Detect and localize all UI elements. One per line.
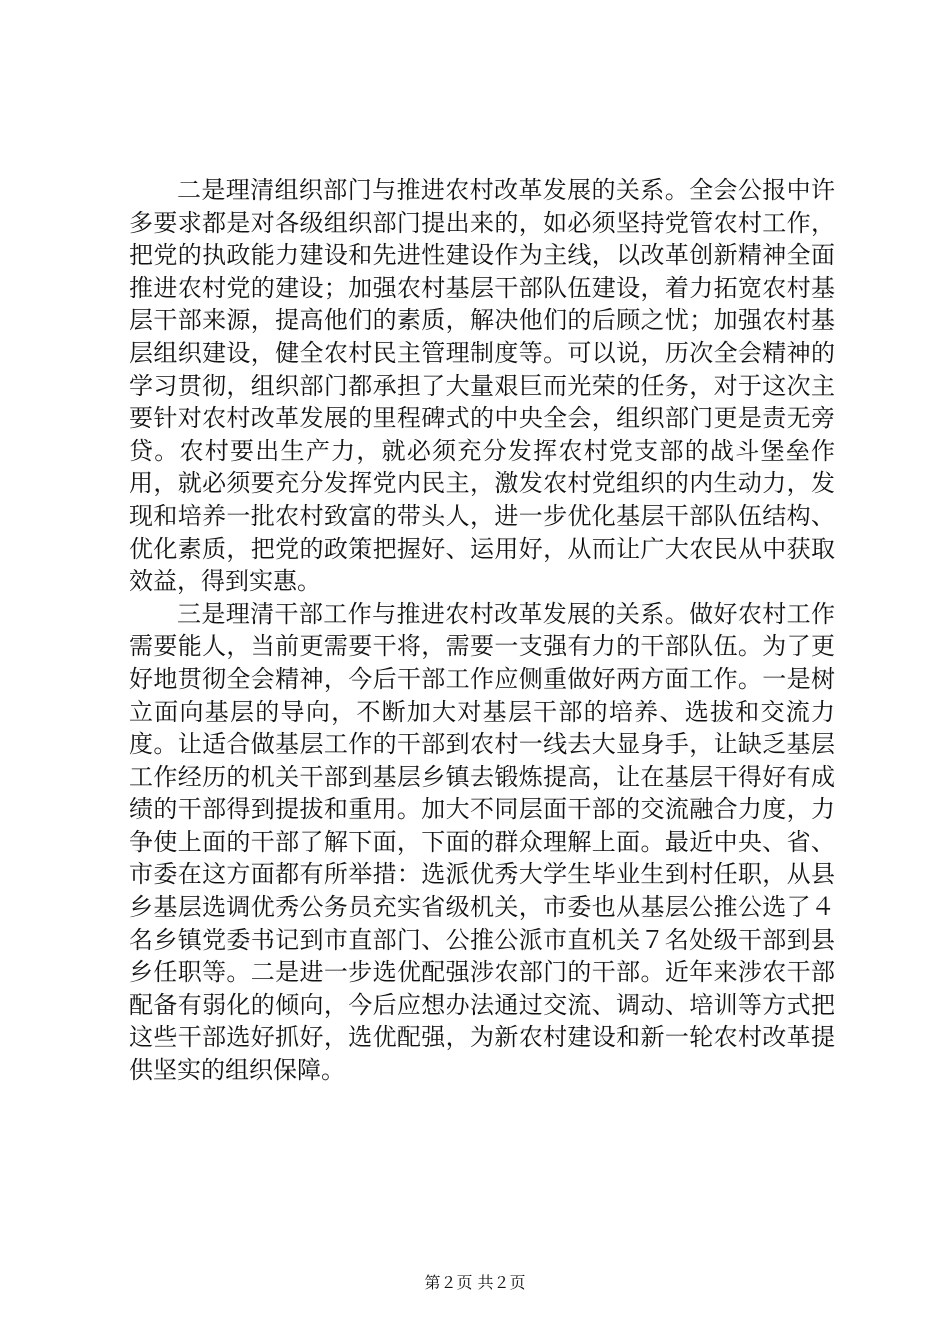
page-number-footer: 第２页 共２页 — [424, 1273, 526, 1292]
paragraph-cadre-work: 三是理清干部工作与推进农村改革发展的关系。做好农村工作需要能人，当前更需要干将，需要一支强有力的干部队伍。为了更好地贯彻全会精神，今后干部工作应侧重做好两方面工作。一是树立面向基层的导向，不断加大对基层干部的培养、选拔和交流力度。让适合做基层工作的干部到农村一线去大显身手，让缺乏基层工作经历的机关干部到基层乡镇去锻炼提高，让在基层干得好有成绩的干部得到提拔和重用。加大不同层面干部的交流融合力度，力争使上面的干部了解下面，下面的群众理解上面。最近中央、省、市委在这方面都有所举措：选派优秀大学生毕业生到村任职，从县乡基层选调优秀公务员充实省级机关，市委也从基层公推公选了４名乡镇党委书记到市直部门、公推公派市直机关７名处级干部到县乡任职等。二是进一步选优配强涉农部门的干部。近年来涉农干部配备有弱化的倾向，今后应想办法通过交流、调动、培训等方式把这些干部选好抓好，选优配强，为新农村建设和新一轮农村改革提供坚实的组织保障。 — [129, 599, 835, 1085]
document-body — [129, 174, 835, 1087]
paragraph-organization: 二是理清组织部门与推进农村改革发展的关系。全会公报中许多要求都是对各级组织部门提出来的，如必须坚持党管农村工作，把党的执政能力建设和先进性建设作为主线，以改革创新精神全面推进农村党的建设；加强农村基层干部队伍建设，着力拓宽农村基层干部来源，提高他们的素质，解决他们的后顾之忧；加强农村基层组织建设，健全农村民主管理制度等。可以说，历次全会精神的学习贯彻，组织部门都承担了大量艰巨而光荣的任务，对于这次主要针对农村改革发展的里程碑式的中央全会，组织部门更是责无旁贷。农村要出生产力，就必须充分发挥农村党支部的战斗堡垒作用，就必须要充分发挥党内民主，激发农村党组织的内生动力，发现和培养一批农村致富的带头人，进一步优化基层干部队伍结构、优化素质，把党的政策把握好、运用好，从而让广大农民从中获取效益，得到实惠。 — [129, 176, 835, 596]
